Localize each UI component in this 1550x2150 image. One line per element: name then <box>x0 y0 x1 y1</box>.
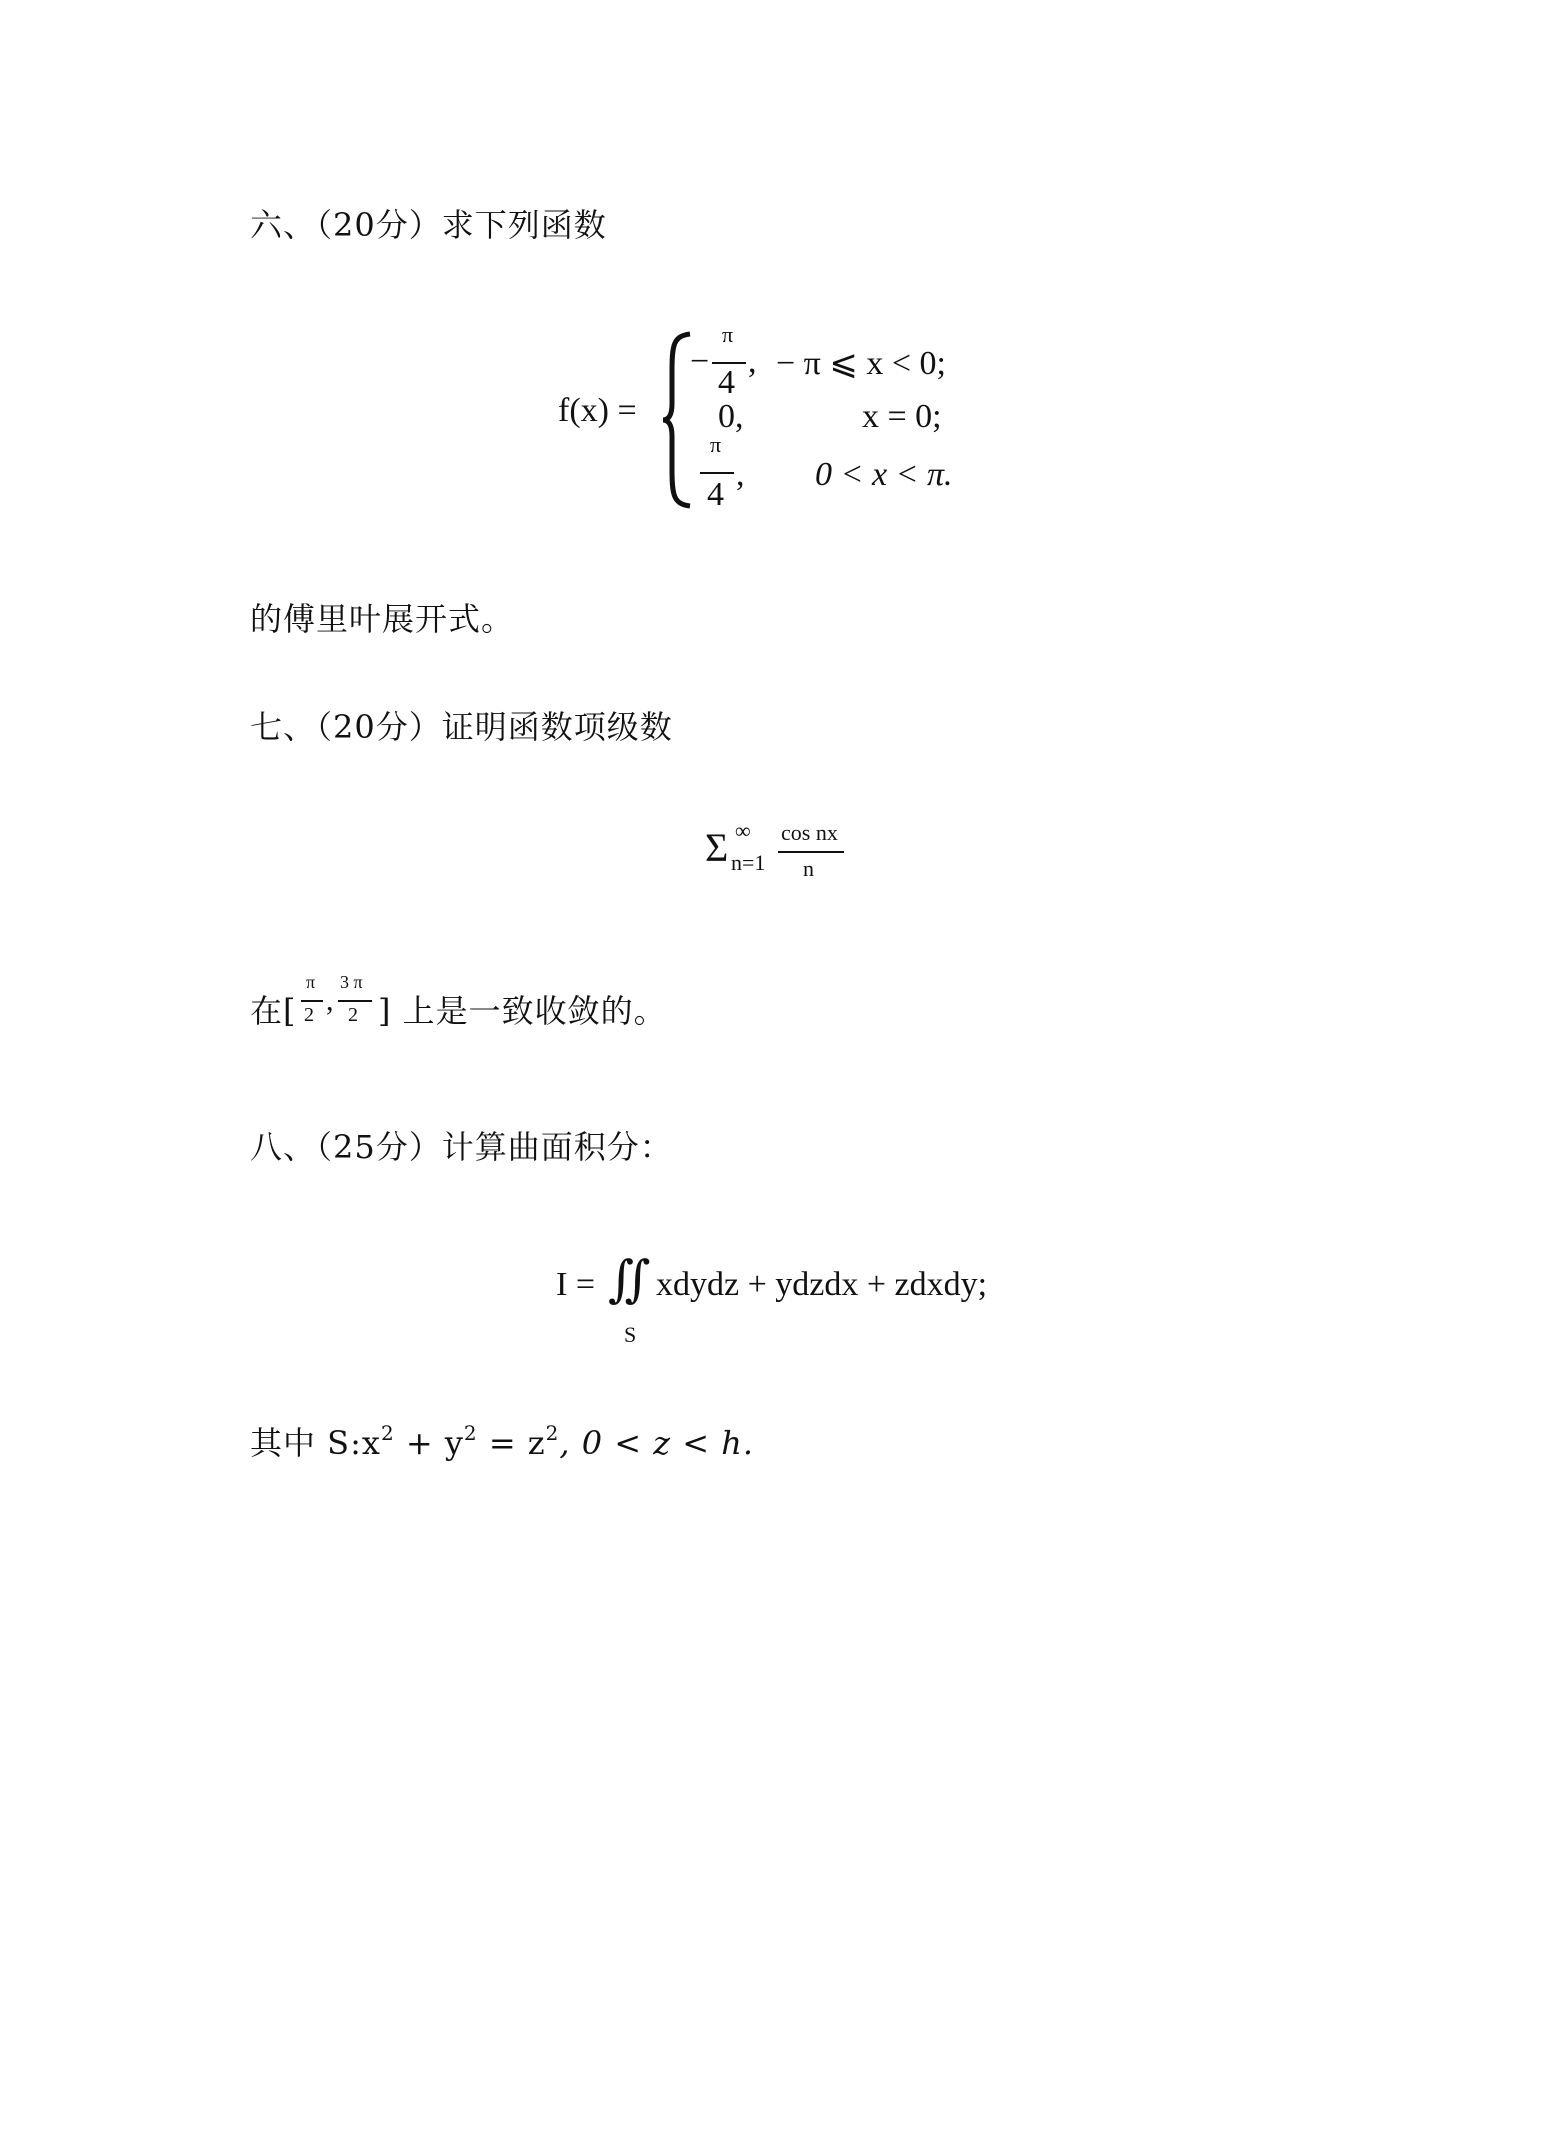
q7-heading: 七、（20分）证明函数项级数 <box>250 708 673 746</box>
q8-tail <box>250 1418 754 1464</box>
q8-tail-cond: , 0 < z < h. <box>559 1424 755 1462</box>
q7-frac-den: n <box>803 856 814 881</box>
q6-case3-num: π <box>710 432 722 457</box>
q6-case3-comma: , <box>736 456 745 493</box>
q8-eq-z: = z <box>477 1424 546 1462</box>
q7-frac-num: cos nx <box>781 820 838 845</box>
q6-tail: 的傅里叶展开式。 <box>250 600 515 638</box>
q7-int-a-den: 2 <box>304 1004 314 1026</box>
q6-case1-cond: − π ⩽ x < 0; <box>776 345 946 382</box>
q6-case3-den: 4 <box>707 476 724 513</box>
q8-tail-prefix: 其中 S:x <box>250 1424 381 1462</box>
q7-int-a-line <box>301 1000 323 1002</box>
q8-exp1: 2 <box>380 1421 395 1445</box>
q8-sub: S <box>624 1322 637 1347</box>
q8-heading: 八、（25分）计算曲面积分： <box>250 1128 673 1166</box>
q7-fracline <box>778 851 844 853</box>
q7-int-sep: , <box>326 984 334 1017</box>
q8-integral: ∬ <box>608 1251 651 1307</box>
q7-tail-prefix: 在[ <box>250 992 297 1030</box>
q6-case1-comma: , <box>748 343 757 380</box>
q7-lower: n=1 <box>731 850 766 875</box>
q6-case3-fracline <box>700 472 734 474</box>
q7-tail-suffix: ] 上是一致收敛的。 <box>378 992 667 1030</box>
q7-int-b-num: 3 π <box>340 972 363 992</box>
q6-case3-cond: 0 < x < π. <box>815 456 953 493</box>
q8-lhs: I = <box>556 1266 595 1303</box>
q7-int-b-line <box>338 1000 372 1002</box>
q8-plus-y: + y <box>394 1424 464 1462</box>
q6-case2-cond: x = 0; <box>862 398 942 435</box>
q6-brace <box>660 330 694 510</box>
q6-case1-num: π <box>722 322 734 347</box>
q8-integrand: xdydz + ydzdx + zdxdy; <box>656 1266 988 1303</box>
q7-upper: ∞ <box>735 818 751 843</box>
q7-sigma: Σ <box>705 825 729 870</box>
q6-heading: 六、（20分）求下列函数 <box>250 206 607 244</box>
q7-int-a-num: π <box>306 972 316 992</box>
q6-lhs: f(x) = <box>558 392 637 429</box>
q6-case2-val: 0, <box>718 398 744 435</box>
q6-case1-sign: − <box>690 343 710 380</box>
q8-exp2: 2 <box>463 1421 478 1445</box>
q6-case1-den: 4 <box>718 364 735 401</box>
q7-int-b-den: 2 <box>348 1004 358 1026</box>
q8-exp3: 2 <box>545 1421 560 1445</box>
